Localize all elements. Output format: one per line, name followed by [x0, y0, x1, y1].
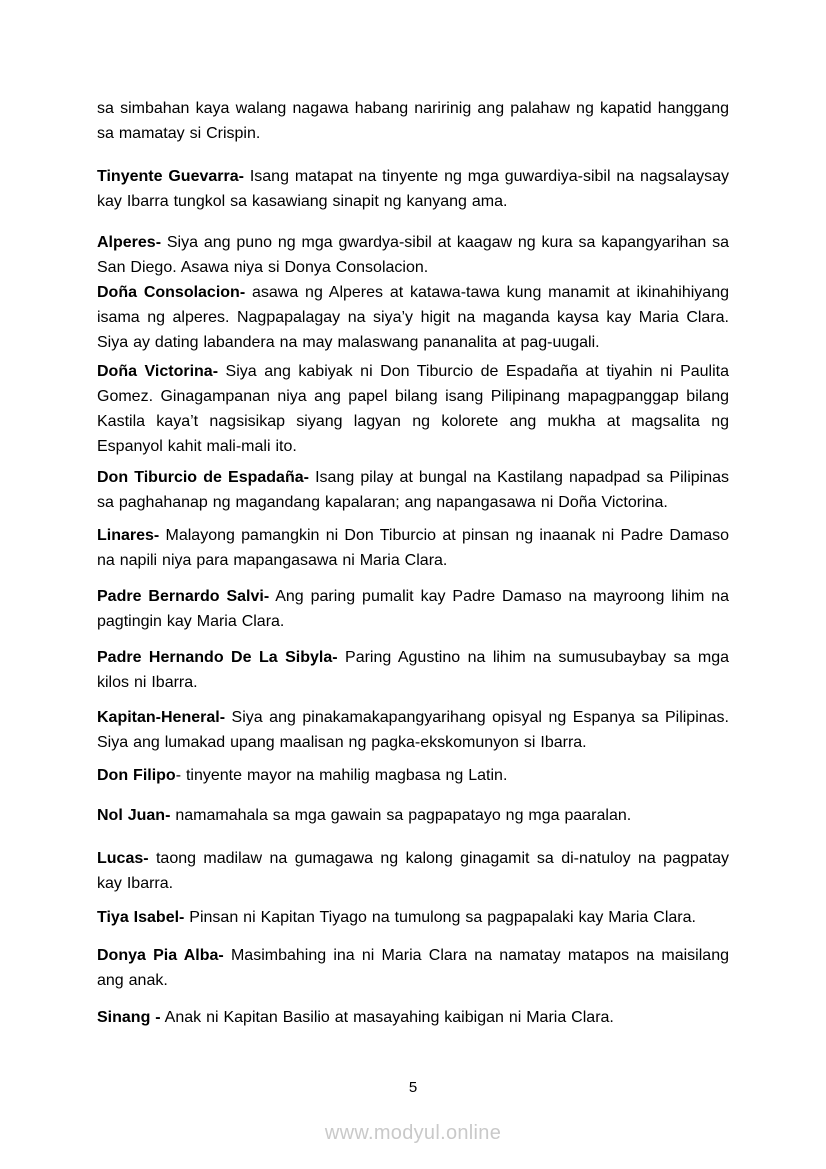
character-description: Paring Agustino na lihim na sumusubaybay sa mga kilos ni Ibarra.: [97, 649, 729, 691]
character-description: namamahala sa mga gawain sa pagpapatayo ng mga paaralan.: [170, 807, 632, 824]
character-description: taong madilaw na gumagawa ng kalong ginagamit sa di-natuloy na pagpatay kay Ibarra.: [97, 850, 729, 892]
character-description: Isang matapat na tinyente ng mga guwardiya-sibil na nagsalaysay kay Ibarra tungkol sa kasawiang sinapit ng kanyang ama.: [97, 168, 730, 210]
paragraph: [97, 584, 729, 634]
paragraph: [97, 523, 729, 573]
character-name: Lucas-: [97, 850, 149, 867]
character-name: Tinyente Guevarra-: [97, 168, 244, 185]
paragraph: [97, 1005, 729, 1030]
watermark: www.modyul.online: [324, 1122, 502, 1144]
character-description: Pinsan ni Kapitan Tiyago na tumulong sa pagpapalaki kay Maria Clara.: [184, 909, 696, 926]
character-description: Siya ang kabiyak ni Don Tiburcio de Espadaña at tiyahin ni Paulita Gomez. Ginagampanan niya ang papel bilang isang Pilipinang mapagpanggap bilang Kastila kaya’t nagsisikap siyang lagyan ng kolorete ang mukha at magsalita ng Espanyol kahit mali-mali ito.: [97, 363, 729, 455]
character-name: Kapitan-Heneral-: [97, 709, 226, 726]
paragraph: [97, 230, 729, 280]
paragraph: [97, 359, 729, 459]
paragraph: [97, 705, 729, 755]
character-description: Siya ang pinakamakapangyarihang opisyal ng Espanya sa Pilipinas. Siya ang lumakad upang maalisan ng pagka-ekskomunyon si Ibarra.: [97, 709, 729, 751]
character-name: Tiya Isabel-: [97, 909, 185, 926]
paragraph: [97, 803, 729, 828]
character-name: Don Filipo: [97, 767, 176, 784]
character-description: sa simbahan kaya walang nagawa habang naririnig ang palahaw ng kapatid hanggang sa mamatay si Crispin.: [97, 100, 729, 142]
paragraph: [97, 164, 729, 214]
character-name: Padre Bernardo Salvi-: [97, 588, 270, 605]
paragraph: [97, 905, 729, 930]
character-name: Doña Consolacion-: [97, 284, 246, 301]
page-number: 5: [408, 1079, 418, 1096]
character-description: Isang pilay at bungal na Kastilang napadpad sa Pilipinas sa paghahanap ng magandang kapalaran; ang napangasawa ni Doña Victorina.: [97, 469, 730, 511]
paragraph: [97, 280, 729, 355]
character-name: Donya Pia Alba-: [97, 947, 224, 964]
paragraph: [97, 96, 729, 146]
character-name: Sinang -: [97, 1009, 161, 1026]
character-description: Anak ni Kapitan Basilio at masayahing kaibigan ni Maria Clara.: [160, 1009, 614, 1026]
paragraph: [97, 943, 729, 993]
paragraph: [97, 763, 729, 788]
character-description: asawa ng Alperes at katawa-tawa kung manamit at ikinahihiyang isama ng alperes. Nagpapalagay na siya’y higit na maganda kaysa kay Maria Clara. Siya ay dating labandera na may malaswang pananalita at pag-uugali.: [97, 284, 730, 351]
paragraph: [97, 645, 729, 695]
character-name: Don Tiburcio de Espadaña-: [97, 469, 309, 486]
character-name: Nol Juan-: [97, 807, 171, 824]
character-name: Doña Victorina-: [97, 363, 219, 380]
character-description: Siya ang puno ng mga gwardya-sibil at kaagaw ng kura sa kapangyarihan sa San Diego. Asawa niya si Donya Consolacion.: [97, 234, 729, 276]
character-description: - tinyente mayor na mahilig magbasa ng Latin.: [175, 767, 508, 784]
character-name: Linares-: [97, 527, 160, 544]
paragraph: [97, 465, 729, 515]
paragraph: [97, 846, 729, 896]
character-description: Malayong pamangkin ni Don Tiburcio at pinsan ng inaanak ni Padre Damaso na napili niya para mapangasawa ni Maria Clara.: [97, 527, 729, 569]
character-description: Masimbahing ina ni Maria Clara na namatay matapos na maisilang ang anak.: [97, 947, 729, 989]
character-name: Padre Hernando De La Sibyla-: [97, 649, 338, 666]
character-name: Alperes-: [97, 234, 162, 251]
character-description: Ang paring pumalit kay Padre Damaso na mayroong lihim na pagtingin kay Maria Clara.: [97, 588, 730, 630]
document-page: [97, 96, 729, 1030]
